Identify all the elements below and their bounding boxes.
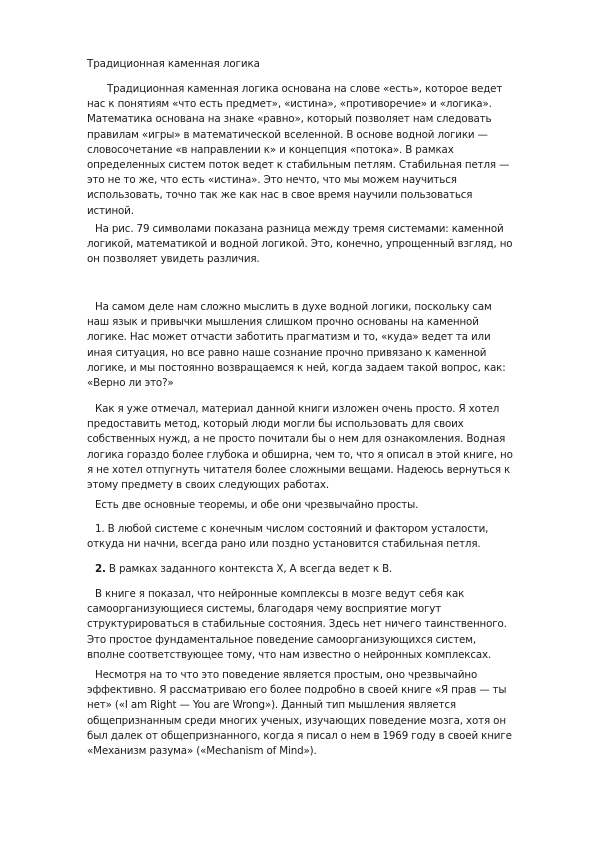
- text-line: предоставить метод, который люди могли бы использовать для своих: [87, 418, 464, 431]
- text-line: На рис. 79 символами показана разница между тремя системами: каменной: [95, 223, 504, 235]
- paragraph-9: [87, 668, 557, 759]
- text-line: логике, и мы постоянно возвращаемся к ней, когда задаем такой вопрос, как:: [87, 361, 506, 374]
- text-line: был далек от общепризнанного, когда я писал о нем в 1969 году в своей книге: [87, 729, 512, 742]
- text-line: этому предмету в своих следующих работах.: [87, 479, 329, 492]
- text-line: логика гораздо более глубока и обширна, чем то, что я описал в этой книге, но: [87, 448, 513, 461]
- paragraph-5: [87, 498, 557, 513]
- page-title: Традиционная каменная логика: [87, 58, 260, 70]
- text-line: Есть две основные теоремы, и обе они чрезвычайно просты.: [95, 499, 419, 511]
- text-line: [87, 562, 557, 577]
- theorem-1: [87, 522, 557, 552]
- text-line: это не то же, что есть «истина». Это нечто, что мы можем научиться: [87, 174, 457, 187]
- text-line: откуда ни начни, всегда рано или поздно установится стабильная петля.: [87, 538, 481, 551]
- text-line: «Механизм разума» («Mechanism of Mind»).: [87, 745, 317, 758]
- text-line: самоорганизующиеся системы, благодаря чему восприятие могут: [87, 603, 442, 616]
- text-line: логикой, математикой и водной логикой. Это, конечно, упрощенный взгляд, но: [87, 238, 513, 251]
- text-line: Как я уже отмечал, материал данной книги изложен очень просто. Я хотел: [95, 403, 500, 415]
- text-line: наш язык и привычки мышления слишком прочно основаны на каменной: [87, 316, 479, 329]
- text-line: я не хотел отпугнуть читателя более сложными вещами. Надеюсь вернуться к: [87, 463, 511, 476]
- text-line: В книге я показал, что нейронные комплексы в мозге ведут себя как: [95, 588, 465, 600]
- text-line: истиной.: [87, 204, 134, 217]
- text-line: определенных систем поток ведет к стабильным петлям. Стабильная петля —: [87, 159, 510, 172]
- text-line: «Верно ли это?»: [87, 377, 174, 390]
- text-line: Это простое фундаментальное поведение самоорганизующихся систем,: [87, 633, 476, 646]
- text-line: логике. Нас может отчасти заботить прагматизм и то, «куда» ведет та или: [87, 331, 491, 344]
- paragraph-4: [87, 402, 557, 493]
- text-line: нас к понятиям «что есть предмет», «истина», «противоречие» и «логика».: [87, 98, 492, 111]
- text-line: Математика основана на знаке «равно», который позволяет нам следовать: [87, 113, 492, 126]
- text-line: На самом деле нам сложно мыслить в духе водной логики, поскольку сам: [95, 301, 492, 313]
- theorem-number: 2.: [95, 563, 106, 575]
- text-line: вполне соответствующее тому, что нам известно о нейронных комплексах.: [87, 648, 492, 661]
- text-line: иная ситуация, но все равно наше сознание прочно привязано к каменной: [87, 346, 487, 359]
- text-line: собственных нужд, а не просто почитали бы о нем для ознакомления. Водная: [87, 433, 506, 446]
- text-line: нет» («I am Right — You are Wrong»). Данный тип мышления является: [87, 699, 456, 712]
- text-line: эффективно. Я рассматриваю его более подробно в своей книге «Я прав — ты: [87, 684, 507, 697]
- paragraph-1: [87, 82, 557, 219]
- theorem-text: В рамках заданного контекста X, A всегда ведет к B.: [108, 563, 393, 575]
- text-line: 1. В любой системе с конечным числом состояний и фактором усталости,: [95, 523, 489, 535]
- paragraph-3: [87, 300, 557, 391]
- paragraph-2: [87, 222, 557, 268]
- text-line: Несмотря на то что это поведение является простым, оно чрезвычайно: [95, 669, 478, 681]
- text-line: использовать, точно так же как нас в свое время научили пользоваться: [87, 189, 473, 202]
- paragraph-8: [87, 587, 557, 663]
- theorem-2: [87, 562, 557, 577]
- text-line: структурироваться в стабильные состояния. Здесь нет ничего таинственного.: [87, 618, 507, 631]
- text-line: правилам «игры» в математической вселенной. В основе водной логики —: [87, 128, 488, 141]
- text-line: он позволяет увидеть различия.: [87, 253, 260, 266]
- text-line: Традиционная каменная логика основана на слове «есть», которое ведет: [107, 83, 503, 95]
- text-line: словосочетание «в направлении к» и концепция «потока». В рамках: [87, 143, 454, 156]
- text-line: общепризнанным среди многих ученых, изучающих поведение мозга, хотя он: [87, 714, 506, 727]
